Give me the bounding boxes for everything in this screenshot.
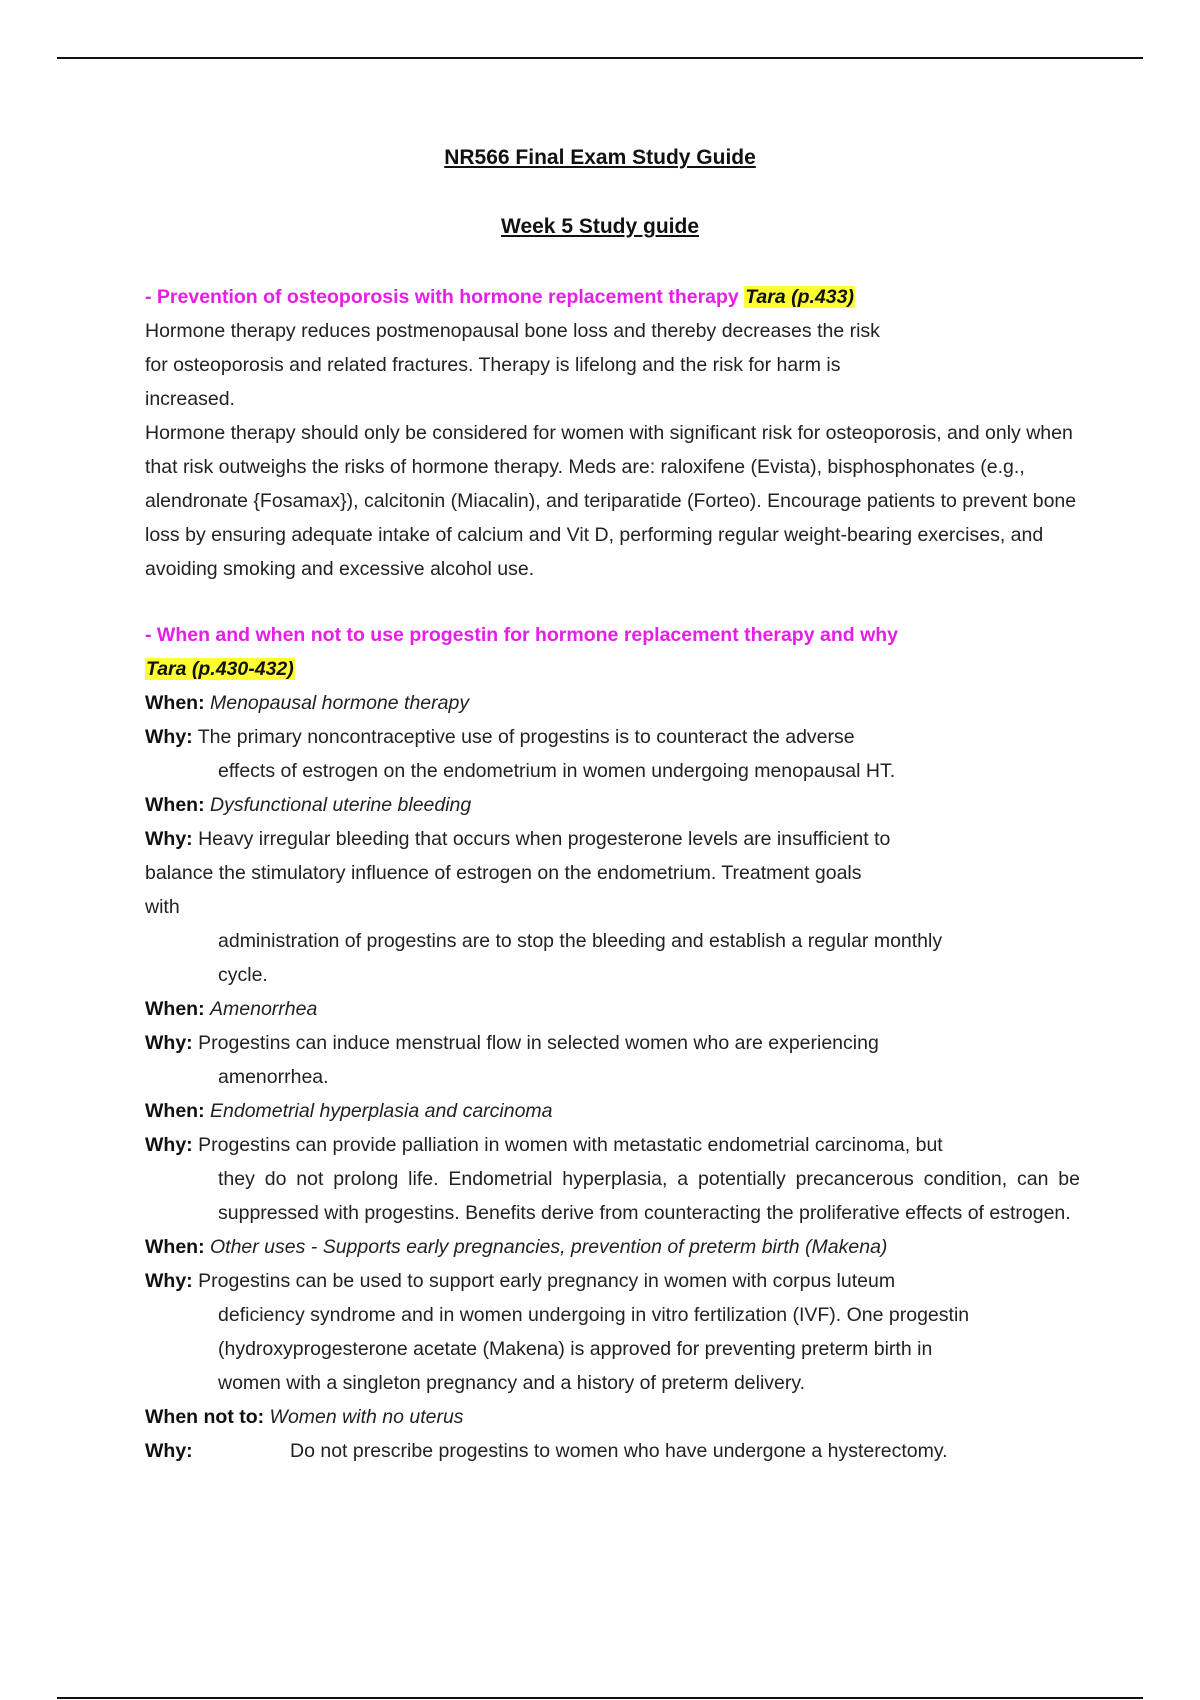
- entry-when: When: Amenorrhea: [145, 998, 318, 1020]
- section1-heading: - Prevention of osteoporosis with hormone replacement therapy: [145, 286, 739, 308]
- entry-why: Why: Do not prescribe progestins to women who have undergone a hysterectomy.: [145, 1440, 948, 1462]
- entry-why-cont: women with a singleton pregnancy and a history of preterm delivery.: [218, 1372, 806, 1394]
- entry-why: Why: The primary noncontraceptive use of progestins is to counteract the adverse: [145, 726, 855, 748]
- entry-why-cont: administration of progestins are to stop the bleeding and establish a regular monthly: [218, 930, 943, 952]
- entry-why-cont: deficiency syndrome and in women undergoing in vitro fertilization (IVF). One progestin: [218, 1304, 970, 1326]
- entry-why-cont: effects of estrogen on the endometrium in women undergoing menopausal HT.: [218, 760, 896, 782]
- section1-para1-line3: increased.: [145, 388, 235, 410]
- page-subtitle: Week 5 Study guide: [501, 215, 699, 238]
- entry-when: When: Menopausal hormone therapy: [145, 692, 470, 714]
- section2-heading: - When and when not to use progestin for hormone replacement therapy and why: [145, 624, 898, 646]
- section-gap: [145, 586, 1080, 618]
- entry-why-cont: amenorrhea.: [218, 1066, 329, 1088]
- entry-why: Why: Progestins can be used to support early pregnancy in women with corpus luteum: [145, 1270, 896, 1292]
- entry-why: Why: Heavy irregular bleeding that occurs when progesterone levels are insufficient to: [145, 828, 891, 850]
- section1-para1-line1: Hormone therapy reduces postmenopausal bone loss and thereby decreases the risk: [145, 320, 880, 342]
- entry-when: When: Endometrial hyperplasia and carcinoma: [145, 1100, 553, 1122]
- entry-when: When: Dysfunctional uterine bleeding: [145, 794, 472, 816]
- entry-why: Why: Progestins can induce menstrual flow in selected women who are experiencing: [145, 1032, 879, 1054]
- entry-why-cont: cycle.: [218, 964, 268, 986]
- entry-why-cont: with: [145, 896, 180, 918]
- section1-para1-line2: for osteoporosis and related fractures. Therapy is lifelong and the risk for harm is: [145, 354, 841, 376]
- section2-reference: Tara (p.430-432): [146, 658, 294, 680]
- entry-why-cont: balance the stimulatory influence of estrogen on the endometrium. Treatment goals: [145, 862, 862, 884]
- page-title: NR566 Final Exam Study Guide: [444, 146, 756, 169]
- section1-para2: Hormone therapy should only be considered for women with significant risk for osteoporosis, and only when that risk outweighs the risks of hormone therapy. Meds are: raloxifene (Evista), bisphosphonates (e.g., alendronate {Fosamax}), calcitonin (Miacalin), and teriparatide (Forteo). Encourage patients to prevent bone loss by ensuring adequate intake of calcium and Vit D, performing regular weight-bearing exercises, and avoiding smoking and excessive alcohol use.: [145, 422, 1077, 580]
- entry-when: When: Other uses - Supports early pregnancies, prevention of preterm birth (Makena): [145, 1236, 888, 1258]
- section2-reference-line: [145, 652, 1080, 686]
- top-rule: [57, 57, 1143, 59]
- section1-reference: Tara (p.433): [745, 286, 854, 308]
- bottom-rule: [57, 1697, 1143, 1699]
- entry-why-cont: (hydroxyprogesterone acetate (Makena) is approved for preventing preterm birth in: [218, 1338, 933, 1360]
- entry-when-not: When not to: Women with no uterus: [145, 1406, 464, 1428]
- entry-why: Why: Progestins can provide palliation in women with metastatic endometrial carcinoma, but: [145, 1134, 943, 1156]
- entry-why-cont: they do not prolong life. Endometrial hyperplasia, a potentially precancerous condition, can be suppressed with progestins. Benefits derive from counteracting the proliferative effects of estrogen.: [218, 1168, 1080, 1224]
- document-body: [145, 280, 1080, 1468]
- section1-heading-line: [145, 280, 1080, 314]
